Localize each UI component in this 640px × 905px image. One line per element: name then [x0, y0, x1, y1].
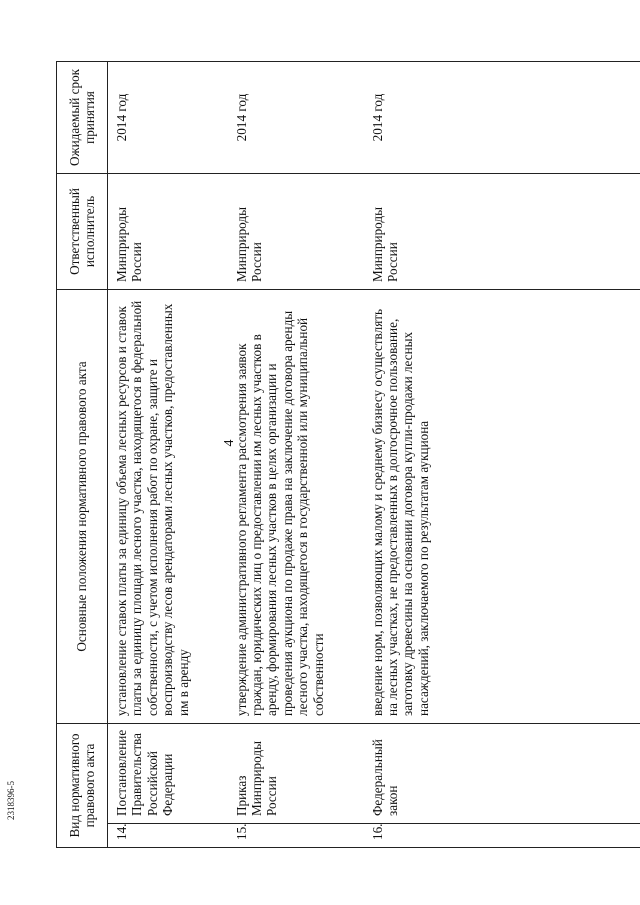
act-kind: Приказ Минприроды России — [228, 723, 364, 823]
main-provisions: введение норм, позволяющих малому и среднему бизнесу осуществлять на лесных участках, не предоставленных в долгосрочное пользование, заготовку древесины на основании договора купли-продажи лесных насаждений, заключаемого по результатам аукциона — [364, 289, 640, 723]
header-main-provisions: Основные положения нормативного правового акта — [57, 289, 108, 723]
header-term: Ожидаемый срок принятия — [57, 61, 108, 173]
row-number: 16. — [364, 824, 640, 848]
row-number: 14. — [108, 824, 228, 848]
main-provisions: установление ставок платы за единицу объема лесных ресурсов и ставок платы за единицу площади лесного участка, находящегося в федеральной собственности, с учетом исполнения работ по охране, защите и воспроизводству лесов арендаторами лесных участков, предоставленных им в аренду — [108, 289, 228, 723]
main-provisions: утверждение административного регламента рассмотрения заявок граждан, юридических лиц о предоставлении им лесных участков в аренду, формирования лесных участков в целях организации и проведения аукциона по продаже права на заключение договора аренды лесного участка, находящегося в государственной или муниципальной собственности — [228, 289, 364, 723]
act-kind: Постановление Правительства Российской Федерации — [108, 723, 228, 823]
executor: Минприроды России — [108, 173, 228, 289]
normative-acts-table-wrapper — [56, 62, 640, 848]
act-kind: Федеральный закон — [364, 723, 640, 823]
document-id: 2318396-5 — [6, 781, 16, 820]
normative-acts-table — [56, 61, 640, 848]
expected-term: 2014 год — [108, 61, 228, 173]
expected-term: 2014 год — [364, 61, 640, 173]
header-executor: Ответственный исполнитель — [57, 173, 108, 289]
expected-term: 2014 год — [228, 61, 364, 173]
page-number: 4 — [222, 439, 237, 447]
executor: Минприроды России — [228, 173, 364, 289]
table-row — [108, 61, 228, 847]
executor: Минприроды России — [364, 173, 640, 289]
table-row — [364, 61, 640, 847]
header-act-kind: Вид нормативного правового акта — [57, 723, 108, 847]
table-row — [228, 61, 364, 847]
row-number: 15. — [228, 824, 364, 848]
table-header-row — [57, 61, 108, 847]
